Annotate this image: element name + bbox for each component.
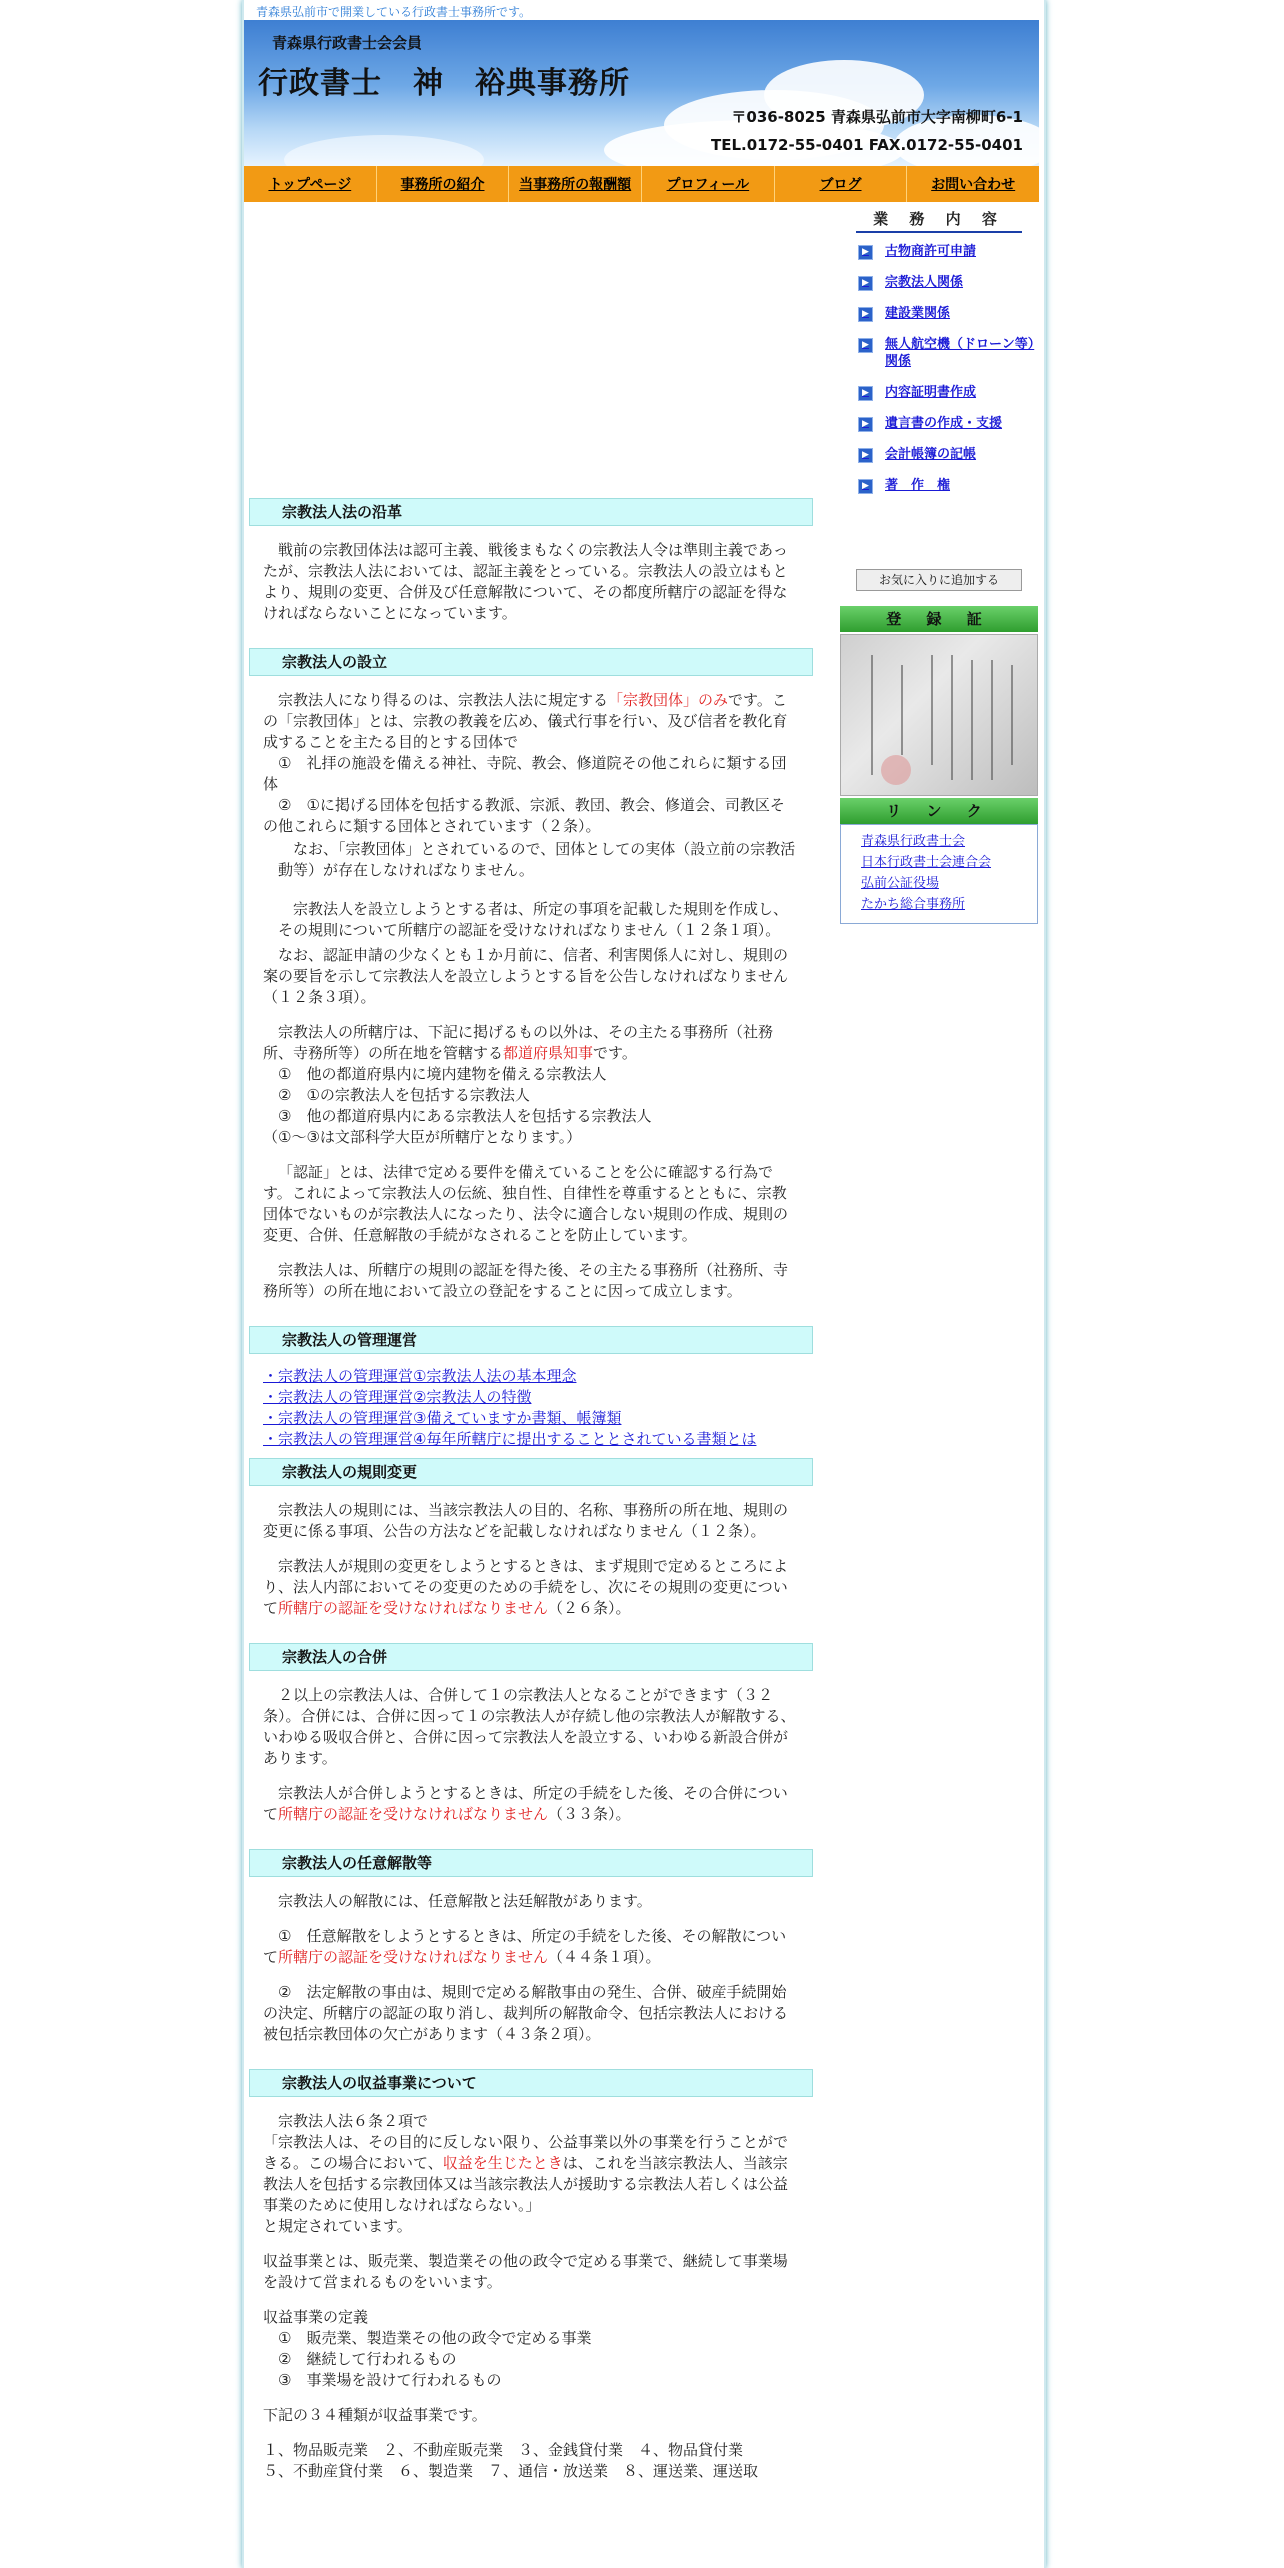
office-name: 行政書士 神 裕典事務所 bbox=[258, 66, 630, 101]
paragraph: なお、認証申請の少なくとも１か月前に、信者、利害関係人に対し、規則の案の要旨を示して宗教法人を設立しようとする旨を公告しなければなりません（１２条３項）。 bbox=[263, 946, 789, 1006]
link-hirosaki-notary[interactable]: 弘前公証役場 bbox=[861, 876, 940, 891]
member-label: 青森県行政書士会会員 bbox=[272, 34, 423, 52]
paragraph: 宗教法人法６条２項で bbox=[278, 2112, 429, 2130]
section-title: 宗教法人法の沿革 bbox=[249, 498, 813, 526]
management-link-3[interactable]: ・宗教法人の管理運営③備えていますか書類、帳簿類 bbox=[263, 1409, 622, 1427]
paragraph: 「認証」とは、法律で定める要件を備えていることを公に確認する行為です。これによって宗教法人の伝統、独自性、自律性を尊重するとともに、宗教団体でないものが宗教法人になったり、法令に適合しない規則の作成、規則の変更、合併、任意解散の手続がなされることを防止しています。 bbox=[263, 1163, 789, 1244]
management-link-2[interactable]: ・宗教法人の管理運営②宗教法人の特徴 bbox=[263, 1388, 532, 1406]
list-item: ② ①に掲げる団体を包括する教派、宗派、教団、教会、修道会、司教区その他これらに類する団体とされています（２条）。 bbox=[263, 796, 785, 835]
paragraph: 下記の３４種類が収益事業です。 bbox=[263, 2406, 487, 2424]
sidebar-title: 業 務 内 容 bbox=[856, 208, 1022, 233]
section-title: 宗教法人の収益事業について bbox=[249, 2069, 813, 2097]
sidebar-item-label: 会計帳簿の記帳 bbox=[885, 447, 977, 462]
sidebar-item-copyright[interactable] bbox=[858, 477, 1038, 494]
list-item: ① 礼拝の施設を備える神社、寺院、教会、修道院その他これらに類する団体 bbox=[263, 754, 787, 793]
paragraph: 宗教法人を設立しようとする者は、所定の事項を記載した規則を作成し、その規則について所轄庁の認証を受けなければなりません（１２条１項）。 bbox=[278, 900, 789, 939]
paragraph: 宗教法人の規則には、当該宗教法人の目的、名称、事務所の所在地、規則の変更に係る事項、公告の方法などを記載しなければなりません（１２条）。 bbox=[263, 1501, 789, 1540]
main-nav bbox=[244, 166, 1039, 202]
paragraph: 宗教法人が規則の変更をしようとするときは、まず規則で定めるところにより、法人内部においてその変更のための手続をし、次にその規則の変更について所轄庁の認証を受けなければなりません（２６条）。 bbox=[263, 1557, 789, 1617]
nav-about[interactable]: 事務所の紹介 bbox=[377, 166, 510, 202]
blank-area bbox=[249, 210, 813, 480]
section-title: 宗教法人の管理運営 bbox=[249, 1326, 813, 1354]
paragraph: 宗教法人になり得るのは、宗教法人法に規定する「宗教団体」のみです。この「宗教団体」とは、宗教の教義を広め、儀式行事を行い、及び信者を教化育成することを主たる目的とする団体で bbox=[263, 691, 788, 751]
list-item: ③ 他の都道府県内にある宗教法人を包括する宗教法人 bbox=[278, 1107, 652, 1125]
paragraph: ② 法定解散の事由は、規則で定める解散事由の発生、合併、破産手続開始の決定、所轄庁の認証の取り消し、裁判所の解散命令、包括宗教法人における被包括宗教団体の欠亡があります（４３条２項）。 bbox=[263, 1983, 789, 2043]
sidebar-item-label: 古物商許可申請 bbox=[885, 244, 977, 259]
paragraph: 宗教法人が合併しようとするときは、所定の手続をした後、その合併について所轄庁の認証を受けなければなりません（３３条）。 bbox=[263, 1784, 788, 1823]
section-title: 宗教法人の任意解散等 bbox=[249, 1849, 813, 1877]
link-aomori-gyosei[interactable]: 青森県行政書士会 bbox=[861, 834, 966, 849]
section-title: 宗教法人の設立 bbox=[249, 648, 813, 676]
section-body bbox=[249, 526, 813, 640]
management-link-1[interactable]: ・宗教法人の管理運営①宗教法人法の基本理念 bbox=[263, 1367, 577, 1385]
site-tagline: 青森県弘前市で開業している行政書士事務所です。 bbox=[256, 5, 532, 19]
list-item: ① 販売業、製造業その他の政令で定める事業 bbox=[278, 2329, 592, 2347]
sidebar-item-label: 無人航空機（ドローン等）関係 bbox=[885, 337, 1035, 369]
paragraph: ① 任意解散をしようとするときは、所定の手続をした後、その解散について所轄庁の認証を受けなければなりません（４４条１項）。 bbox=[263, 1927, 787, 1966]
office-address: 〒036-8025 青森県弘前市大字南柳町6-1 bbox=[731, 108, 1023, 126]
section-title: 宗教法人の合併 bbox=[249, 1643, 813, 1671]
list-item: ② 継続して行われるもの bbox=[278, 2350, 457, 2368]
paragraph: 「宗教法人は、その目的に反しない限り、公益事業以外の事業を行うことができる。この場合において、収益を生じたときは、これを当該宗教法人、当該宗教法人を包括する宗教団体又は当該宗教法人が援助する宗教法人若しくは公益事業のために使用しなければならない。」 bbox=[263, 2133, 789, 2214]
registration-certificate-image bbox=[840, 634, 1038, 796]
section-body bbox=[249, 1671, 813, 1841]
paragraph: ２以上の宗教法人は、合併して１の宗教法人となることができます（３２条）。合併には、合併に因って１の宗教法人が存続し他の宗教法人が解散する、いわゆる吸収合併と、合併に因って宗教法人を設立する、いわゆる新設合併があります。 bbox=[263, 1686, 796, 1767]
arrow-right-icon: ▶ bbox=[858, 479, 873, 494]
section-body bbox=[249, 1877, 813, 2061]
arrow-right-icon: ▶ bbox=[858, 417, 873, 432]
office-phone: TEL.0172-55-0401 FAX.0172-55-0401 bbox=[711, 136, 1023, 154]
sidebar-item-label: 著 作 権 bbox=[885, 478, 951, 493]
main-content bbox=[249, 490, 813, 2484]
sidebar-item-drone[interactable] bbox=[858, 336, 1038, 370]
certificate-title: 登 録 証 bbox=[840, 606, 1038, 632]
sidebar-item-religious[interactable] bbox=[858, 274, 1038, 291]
section-body bbox=[249, 1486, 813, 1635]
management-link-4[interactable]: ・宗教法人の管理運営④毎年所轄庁に提出することとされている書類とは bbox=[263, 1430, 757, 1448]
paragraph: と規定されています。 bbox=[263, 2217, 412, 2235]
paragraph: 収益事業とは、販売業、製造業その他の政令で定める事業で、継続して事業場を設けて営まれるものをいいます。 bbox=[263, 2252, 788, 2291]
section-body bbox=[249, 676, 813, 1318]
sidebar-item-construction[interactable] bbox=[858, 305, 1038, 322]
arrow-right-icon: ▶ bbox=[858, 307, 873, 322]
arrow-right-icon: ▶ bbox=[858, 386, 873, 401]
arrow-right-icon: ▶ bbox=[858, 448, 873, 463]
paragraph: なお、「宗教団体」とされているので、団体としての実体（設立前の宗教活動等）が存在しなければなりません。 bbox=[278, 840, 796, 879]
links-title: リ ン ク bbox=[840, 798, 1038, 824]
list-item: １、物品販売業 ２、不動産販売業 ３、金銭貸付業 ４、物品貸付業 bbox=[263, 2441, 744, 2459]
list-item: ③ 事業場を設けて行われるもの bbox=[278, 2371, 502, 2389]
nav-fees[interactable]: 当事務所の報酬額 bbox=[509, 166, 642, 202]
sidebar-item-label: 遺言書の作成・支援 bbox=[885, 416, 1003, 431]
sidebar-item-bookkeeping[interactable] bbox=[858, 446, 1038, 463]
sidebar-item-label: 内容証明書作成 bbox=[885, 385, 977, 400]
list-item: ② ①の宗教法人を包括する宗教法人 bbox=[278, 1086, 530, 1104]
section-title: 宗教法人の規則変更 bbox=[249, 1458, 813, 1486]
nav-contact[interactable]: お問い合わせ bbox=[907, 166, 1039, 202]
add-favorite-button[interactable]: お気に入りに追加する bbox=[856, 569, 1022, 591]
link-nichigyoren[interactable]: 日本行政書士会連合会 bbox=[861, 855, 992, 870]
sidebar-item-label: 建設業関係 bbox=[885, 306, 951, 321]
section-body bbox=[249, 2097, 813, 2484]
list-item: （①～③は文部科学大臣が所轄庁となります。） bbox=[263, 1128, 582, 1146]
section-body bbox=[249, 1354, 813, 1450]
nav-top[interactable]: トップページ bbox=[244, 166, 377, 202]
arrow-right-icon: ▶ bbox=[858, 338, 873, 353]
paragraph: 宗教法人は、所轄庁の規則の認証を得た後、その主たる事務所（社務所、寺務所等）の所在地において設立の登記をすることに因って成立します。 bbox=[263, 1261, 789, 1300]
sidebar bbox=[840, 208, 1038, 508]
sidebar-item-label: 宗教法人関係 bbox=[885, 275, 964, 290]
sidebar-item-certified-letter[interactable] bbox=[858, 384, 1038, 401]
list-item: ① 他の都道府県内に境内建物を備える宗教法人 bbox=[278, 1065, 607, 1083]
sidebar-item-antique[interactable] bbox=[858, 243, 1038, 260]
seal-stamp bbox=[881, 755, 911, 785]
cloud-decoration bbox=[284, 135, 484, 166]
arrow-right-icon: ▶ bbox=[858, 276, 873, 291]
list-item: ５、不動産貸付業 ６、製造業 ７、通信・放送業 ８、運送業、運送取 bbox=[263, 2462, 759, 2480]
certificate-panel bbox=[840, 606, 1038, 924]
paragraph: 戦前の宗教団体法は認可主義、戦後まもなくの宗教法人令は準則主義であったが、宗教法人法においては、認証主義をとっている。宗教法人の設立はもとより、規則の変更、合併及び任意解散について、その都度所轄庁の認証を得なければならないことになっています。 bbox=[263, 541, 788, 622]
sidebar-item-will[interactable] bbox=[858, 415, 1038, 432]
links-box bbox=[840, 824, 1038, 924]
nav-blog[interactable]: ブログ bbox=[775, 166, 908, 202]
paragraph: 宗教法人の所轄庁は、下記に掲げるもの以外は、その主たる事務所（社務所、寺務所等）の所在地を管轄する都道府県知事です。 bbox=[263, 1023, 774, 1062]
paragraph: 宗教法人の解散には、任意解散と法廷解散があります。 bbox=[278, 1892, 652, 1910]
link-takachi[interactable]: たかち総合事務所 bbox=[861, 897, 966, 912]
nav-profile[interactable]: プロフィール bbox=[642, 166, 775, 202]
arrow-right-icon: ▶ bbox=[858, 245, 873, 260]
paragraph: 収益事業の定義 bbox=[263, 2308, 369, 2326]
site-header bbox=[244, 20, 1039, 166]
